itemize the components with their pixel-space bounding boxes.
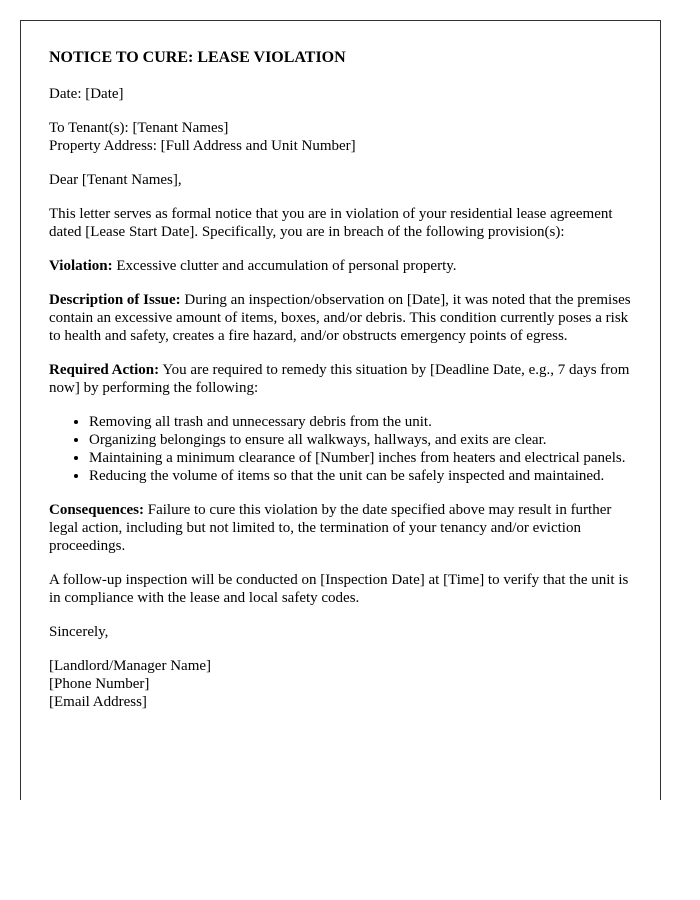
consequences-paragraph xyxy=(49,501,632,555)
signature-block xyxy=(49,657,632,711)
property-address: Property Address: [Full Address and Unit Number] xyxy=(49,138,356,154)
follow-up-paragraph: A follow-up inspection will be conducted on [Inspection Date] at [Time] to verify that the unit is in compliance with the lease and local safety codes. xyxy=(49,572,629,606)
required-action-text: You are required to remedy this situation by [Deadline Date, e.g., 7 days from now] by performing the following: xyxy=(49,362,630,396)
date-line: Date: [Date] xyxy=(49,86,124,102)
signature-name: [Landlord/Manager Name] xyxy=(49,658,212,674)
list-item: • Organizing belongings to ensure all walkways, hallways, and exits are clear. xyxy=(89,431,632,449)
description-text: During an inspection/observation on [Date], it was noted that the premises contain an excessive amount of items, boxes, and/or debris. This condition currently poses a risk to health and safety, creates a fire hazard, and/or obstructs emergency points of egress. xyxy=(49,292,631,344)
to-tenants: To Tenant(s): [Tenant Names] xyxy=(49,120,229,136)
intro-paragraph: This letter serves as formal notice that you are in violation of your residential lease agreement dated [Lease Start Date]. Specifically, you are in breach of the following provision(s): xyxy=(49,206,613,240)
letter-document xyxy=(20,20,661,800)
violation-text: Excessive clutter and accumulation of personal property. xyxy=(112,258,457,274)
document-title: NOTICE TO CURE: LEASE VIOLATION xyxy=(49,49,346,66)
signature-phone: [Phone Number] xyxy=(49,676,150,692)
required-action-paragraph xyxy=(49,361,632,397)
consequences-text: Failure to cure this violation by the date specified above may result in further legal action, including but not limited to, the termination of your tenancy and/or eviction proceedings. xyxy=(49,502,612,554)
description-label: Description of Issue: xyxy=(49,292,181,308)
list-item: • Removing all trash and unnecessary debris from the unit. xyxy=(89,413,632,431)
closing: Sincerely, xyxy=(49,624,109,640)
required-action-label: Required Action: xyxy=(49,362,160,378)
violation-label: Violation: xyxy=(49,258,113,274)
recipient-block xyxy=(49,119,632,155)
description-paragraph xyxy=(49,291,632,345)
list-item: • Maintaining a minimum clearance of [Number] inches from heaters and electrical panels. xyxy=(89,449,632,467)
consequences-label: Consequences: xyxy=(49,502,145,518)
action-list xyxy=(49,413,632,485)
violation-paragraph xyxy=(49,257,632,275)
signature-email: [Email Address] xyxy=(49,694,147,710)
salutation: Dear [Tenant Names], xyxy=(49,172,182,188)
list-item: • Reducing the volume of items so that the unit can be safely inspected and maintained. xyxy=(89,467,632,485)
